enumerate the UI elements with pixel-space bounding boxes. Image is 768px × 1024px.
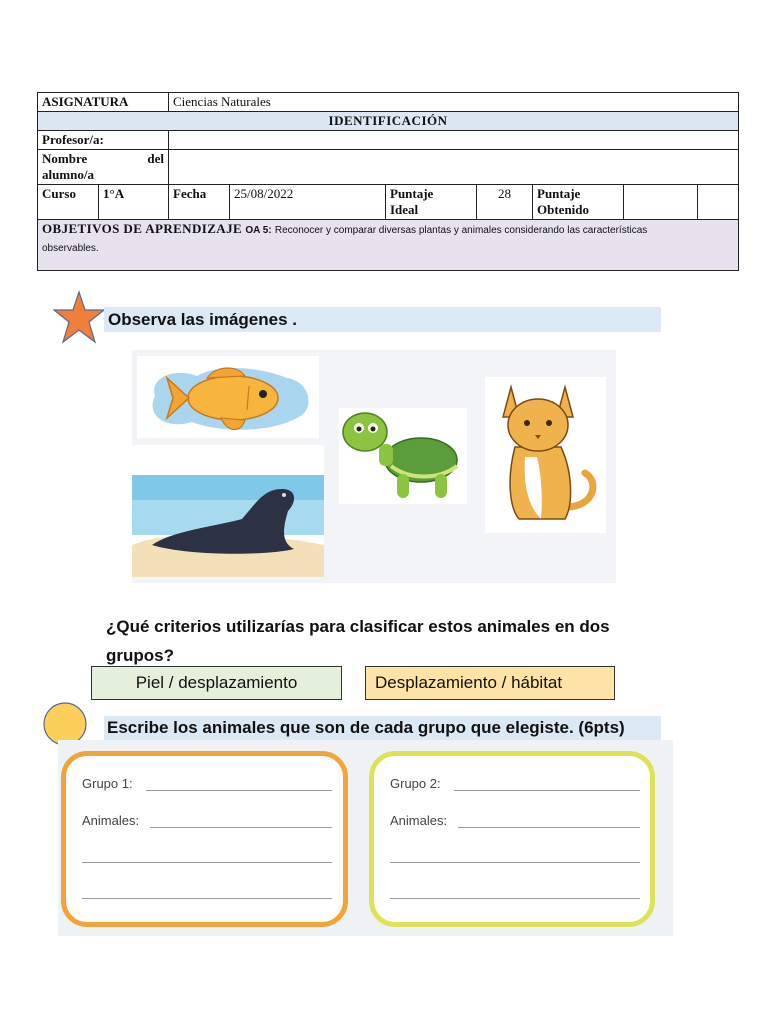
- question-text: [106, 612, 666, 670]
- turtle-illustration: [339, 408, 467, 504]
- question-line-1: ¿Qué criterios utilizarías para clasificar estos animales en dos: [106, 617, 610, 636]
- option-piel-desplazamiento[interactable]: Piel / desplazamiento: [91, 666, 342, 700]
- asignatura-label: ASIGNATURA: [38, 93, 169, 112]
- puntaje-extra-cell: [698, 185, 739, 220]
- group-2-animales-label: Animales:: [390, 813, 448, 828]
- oa-code: OA 5:: [245, 225, 272, 236]
- group-2-animales-line[interactable]: [458, 827, 640, 828]
- star-icon: [53, 290, 105, 344]
- puntaje-obtenido-word-1: Puntaje: [537, 186, 581, 201]
- puntaje-obtenido-label: [533, 185, 624, 220]
- oa-text: Reconocer y comparar diversas plantas y animales considerando las características: [274, 225, 648, 236]
- animals-image-panel: [132, 350, 616, 583]
- profesor-label: Profesor/a:: [38, 131, 169, 150]
- escribe-title: Escribe los animales que son de cada grupo que elegiste. (6pts): [104, 716, 661, 740]
- puntaje-ideal-word-2: Ideal: [390, 202, 419, 217]
- group-1-answer-line-1[interactable]: [82, 862, 332, 863]
- fish-illustration: [137, 356, 319, 438]
- puntaje-ideal-word-1: Puntaje: [390, 186, 434, 201]
- cat-illustration: [485, 377, 606, 533]
- group-1-label: Grupo 1:: [82, 776, 133, 791]
- group-2-line[interactable]: [454, 790, 640, 791]
- group-1-line[interactable]: [146, 790, 332, 791]
- puntaje-ideal-label: [386, 185, 477, 220]
- objetivos-cell: [38, 220, 739, 271]
- group-1-answer-line-2[interactable]: [82, 898, 332, 899]
- groups-panel: [58, 740, 673, 936]
- del-label-word: del: [147, 151, 164, 166]
- nombre-label: [38, 150, 169, 185]
- puntaje-obtenido-word-2: Obtenido: [537, 202, 590, 217]
- group-1-animales-label: Animales:: [82, 813, 140, 828]
- observa-title: Observa las imágenes .: [104, 307, 661, 332]
- alumno-label-word: alumno/a: [42, 167, 95, 182]
- asignatura-value: Ciencias Naturales: [169, 93, 739, 112]
- group-2-answer-line-2[interactable]: [390, 898, 640, 899]
- puntaje-obtenido-field[interactable]: [624, 185, 698, 220]
- nombre-label-word: Nombre: [42, 151, 88, 166]
- option-desplazamiento-habitat[interactable]: Desplazamiento / hábitat: [365, 666, 615, 700]
- identification-table: [37, 92, 739, 271]
- group-1-card: [61, 751, 348, 927]
- group-2-card: [369, 751, 655, 927]
- seal-illustration: [132, 445, 324, 577]
- curso-value: 1°A: [99, 185, 169, 220]
- oa-text-cont: observables.: [42, 243, 99, 254]
- nombre-field[interactable]: [169, 150, 739, 185]
- objetivos-label: OBJETIVOS DE APRENDIZAJE: [42, 221, 243, 236]
- group-2-answer-line-1[interactable]: [390, 862, 640, 863]
- profesor-field[interactable]: [169, 131, 739, 150]
- fecha-value: 25/08/2022: [230, 185, 386, 220]
- identificacion-title: IDENTIFICACIÓN: [38, 112, 739, 131]
- curso-label: Curso: [38, 185, 99, 220]
- puntaje-ideal-value: 28: [477, 185, 533, 220]
- fecha-label: Fecha: [169, 185, 230, 220]
- group-2-label: Grupo 2:: [390, 776, 441, 791]
- question-line-2: grupos?: [106, 646, 174, 665]
- group-1-animales-line[interactable]: [150, 827, 332, 828]
